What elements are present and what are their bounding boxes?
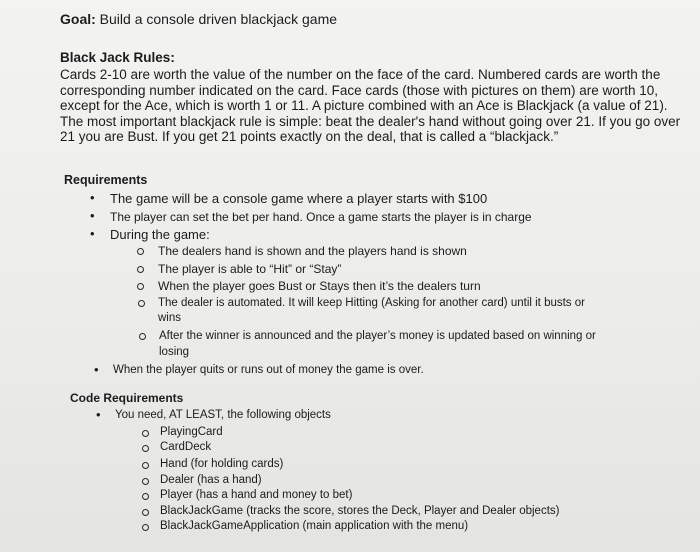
during-item: The dealers hand is shown and the players hand is shown (158, 244, 467, 258)
circle-bullet-icon (142, 509, 149, 516)
object-item: PlayingCard (160, 426, 223, 438)
during-item-continuation: losing (159, 346, 190, 358)
rules-line: The most important blackjack rule is simple: beat the dealer's hand without going over 21. If you go over (60, 113, 681, 129)
requirements-title: Requirements (64, 173, 148, 187)
object-item: Player (has a hand and money to bet) (160, 489, 353, 501)
object-item: Dealer (has a hand) (160, 474, 262, 486)
code-requirement-intro: You need, AT LEAST, the following objects (115, 409, 331, 421)
rules-line: Cards 2-10 are worth the value of the number on the face of the card. Numbered cards are worth the (60, 67, 661, 82)
goal-text: Build a console driven blackjack game (95, 11, 338, 27)
circle-bullet-icon (142, 430, 149, 437)
during-item: After the winner is announced and the player’s money is updated based on winning or (159, 330, 596, 342)
bullet-icon: • (90, 208, 95, 223)
circle-bullet-icon (137, 283, 144, 290)
requirement-item: When the player quits or runs out of money the game is over. (113, 364, 424, 376)
rules-title: Black Jack Rules: (60, 50, 175, 65)
bullet-icon: • (90, 226, 95, 241)
bullet-icon: • (96, 407, 101, 422)
bullet-icon: • (94, 362, 99, 377)
circle-bullet-icon (137, 248, 144, 255)
circle-bullet-icon (142, 478, 149, 485)
during-item: The player is able to “Hit” or “Stay” (158, 262, 342, 276)
during-item-continuation: wins (158, 312, 182, 324)
object-item: BlackJackGame (tracks the score, stores the Deck, Player and Dealer objects) (160, 505, 560, 517)
object-item: BlackJackGameApplication (main application with the menu) (160, 520, 469, 532)
circle-bullet-icon (142, 445, 149, 452)
circle-bullet-icon (142, 493, 149, 500)
bullet-icon: • (90, 190, 95, 205)
circle-bullet-icon (142, 462, 149, 469)
rules-line: except for the Ace, which is worth 1 or 11. A picture combined with an Ace is Blackjack (a value of 21). (60, 98, 668, 113)
rules-paragraph (60, 67, 681, 145)
requirement-item: The game will be a console game where a player starts with $100 (110, 191, 488, 206)
code-requirements-title: Code Requirements (70, 391, 184, 405)
circle-bullet-icon (138, 300, 145, 307)
object-item: Hand (for holding cards) (160, 458, 284, 470)
circle-bullet-icon (137, 266, 144, 273)
circle-bullet-icon (142, 524, 149, 531)
circle-bullet-icon (139, 333, 146, 340)
during-item: The dealer is automated. It will keep Hitting (Asking for another card) until it busts or (158, 297, 585, 309)
requirement-item: The player can set the bet per hand. Once a game starts the player is in charge (110, 210, 532, 224)
rules-line: corresponding number indicated on the card. Face cards (those with pictures on them) are worth 10, (60, 82, 659, 98)
object-item: CardDeck (160, 441, 212, 453)
requirement-item: During the game: (110, 227, 210, 242)
during-item: When the player goes Bust or Stays then it’s the dealers turn (158, 279, 481, 293)
goal-line (60, 11, 337, 27)
goal-label: Goal: (60, 11, 96, 27)
rules-line: 21 you are Bust. If you get 21 points exactly on the deal, that is called a “blackjack.” (60, 129, 559, 144)
